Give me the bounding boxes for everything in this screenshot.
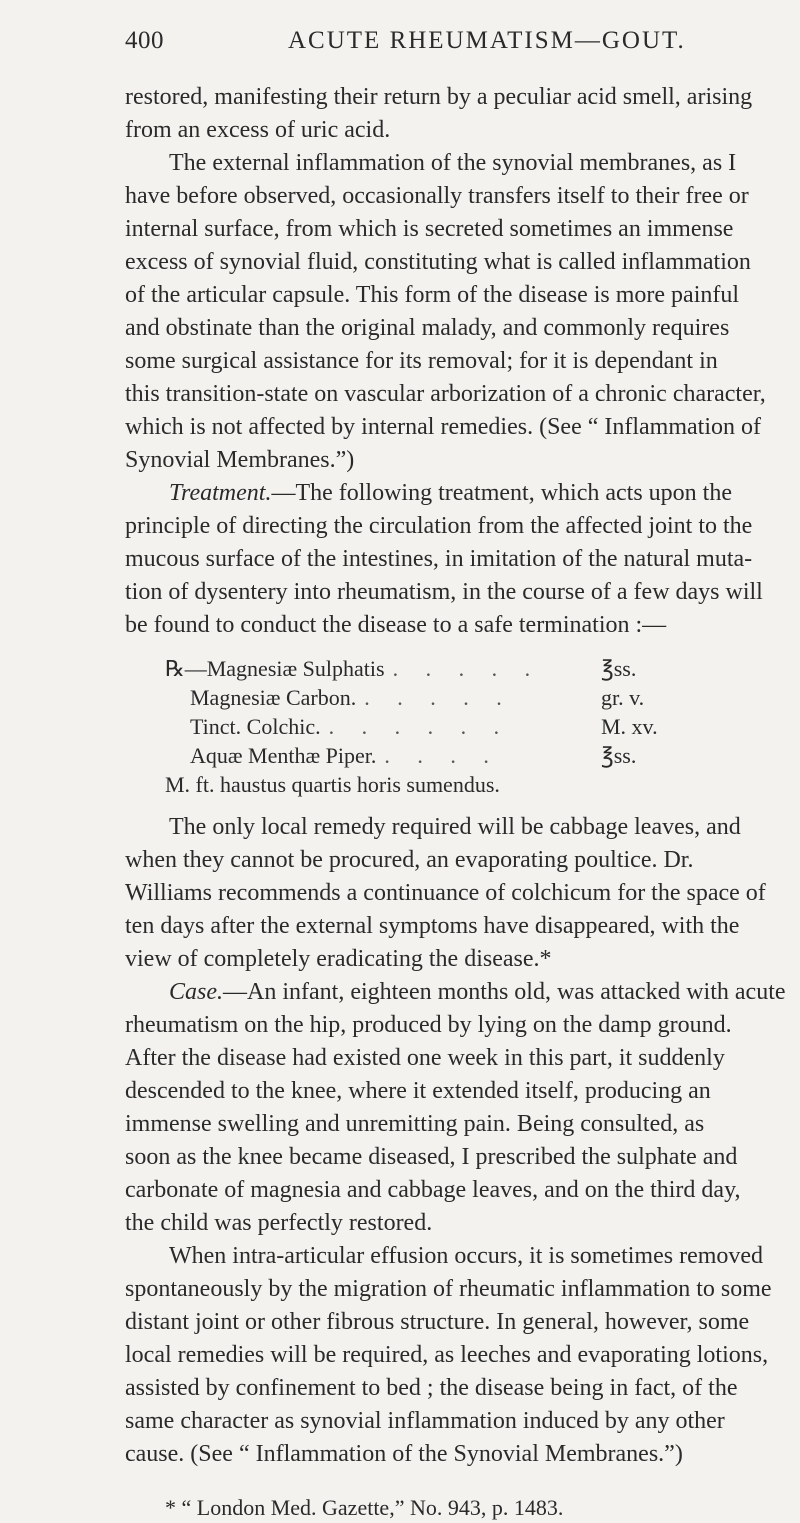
text-line: of the articular capsule. This form of the disease is more painful — [125, 282, 740, 308]
paragraph-effusion — [125, 1240, 772, 1471]
prescription-item — [125, 683, 685, 712]
text-line: soon as the knee became diseased, I prescribed the sulphate and — [125, 1144, 738, 1170]
prescription — [125, 654, 685, 799]
leader-dots: . . . . . — [392, 656, 542, 681]
text-line: be found to conduct the disease to a safe termination :— — [125, 612, 667, 638]
text-line: have before observed, occasionally transfers itself to their free or — [125, 183, 749, 209]
paragraph-local-remedy — [125, 811, 766, 976]
footnote: * “ London Med. Gazette,” No. 943, p. 1483. — [165, 1495, 564, 1520]
leader-dots: . . . . . . — [328, 714, 511, 739]
drug-dose: M. xv. — [601, 714, 658, 739]
text-line: this transition-state on vascular arborization of a chronic character, — [125, 381, 766, 407]
text-line — [125, 976, 786, 1009]
text-line: rheumatism on the hip, produced by lying on the damp ground. — [125, 1012, 732, 1038]
drug-dose: ℥ss. — [601, 656, 637, 681]
text-line: local remedies will be required, as leeches and evaporating lotions, — [125, 1342, 769, 1368]
text-line: The only local remedy required will be cabbage leaves, and — [169, 814, 741, 840]
text-line: tion of dysentery into rheumatism, in the course of a few days will — [125, 579, 763, 605]
prescription-directions: M. ft. haustus quartis horis sumendus. — [165, 772, 500, 797]
text-line: After the disease had existed one week in this part, it suddenly — [125, 1045, 725, 1071]
text-line: internal surface, from which is secreted sometimes an immense — [125, 216, 734, 242]
paragraph-case — [125, 976, 786, 1240]
paragraph-synovial — [125, 147, 766, 477]
text-line: assisted by confinement to bed ; the disease being in fact, of the — [125, 1375, 738, 1401]
text-line: and obstinate than the original malady, and commonly requires — [125, 315, 730, 341]
text-line: which is not affected by internal remedies. (See “ Inflammation of — [125, 414, 761, 440]
text-line: carbonate of magnesia and cabbage leaves, and on the third day, — [125, 1177, 741, 1203]
text-line: descended to the knee, where it extended itself, producing an — [125, 1078, 711, 1104]
text-line: view of completely eradicating the disease.* — [125, 946, 552, 972]
text-line: Williams recommends a continuance of colchicum for the space of — [125, 880, 766, 906]
prescription-item — [125, 741, 685, 770]
text-line: When intra-articular effusion occurs, it is sometimes removed — [169, 1243, 764, 1269]
prescription-item — [125, 712, 685, 741]
drug-dose: gr. v. — [601, 685, 645, 710]
running-title: ACUTE RHEUMATISM—GOUT. — [288, 27, 686, 54]
leader-dots: . . . . — [384, 743, 500, 768]
text-line: The external inflammation of the synovial membranes, as I — [169, 150, 737, 176]
drug-name: Aquæ Menthæ Piper. — [190, 743, 377, 768]
text-line: some surgical assistance for its removal; for it is dependant in — [125, 348, 718, 374]
text-line: when they cannot be procured, an evaporating poultice. Dr. — [125, 847, 694, 873]
section-lead-treatment: Treatment. — [169, 480, 272, 506]
text-line: same character as synovial inflammation induced by any other — [125, 1408, 725, 1434]
paragraph-continuation — [125, 81, 753, 147]
text-run: —An infant, eighteen months old, was attacked with acute — [223, 979, 786, 1005]
prescription-item — [125, 654, 685, 683]
page-number: 400 — [125, 27, 164, 54]
text-line: restored, manifesting their return by a peculiar acid smell, arising — [125, 84, 753, 110]
text-line: cause. (See “ Inflammation of the Synovial Membranes.”) — [125, 1441, 683, 1467]
text-line: excess of synovial fluid, constituting what is called inflammation — [125, 249, 751, 275]
text-line: principle of directing the circulation from the affected joint to the — [125, 513, 753, 539]
section-lead-case: Case. — [169, 979, 223, 1005]
drug-name: ℞—Magnesiæ Sulphatis — [165, 656, 385, 681]
text-line: spontaneously by the migration of rheumatic inflammation to some — [125, 1276, 772, 1302]
text-line: distant joint or other fibrous structure. In general, however, some — [125, 1309, 750, 1335]
text-line: ten days after the external symptoms have disappeared, with the — [125, 913, 740, 939]
drug-name: Tinct. Colchic. — [190, 714, 321, 739]
text-line: immense swelling and unremitting pain. Being consulted, as — [125, 1111, 705, 1137]
page-body — [125, 81, 786, 1523]
paragraph-treatment — [125, 477, 763, 642]
text-line: Synovial Membranes.”) — [125, 447, 355, 473]
text-line: mucous surface of the intestines, in imitation of the natural muta- — [125, 546, 753, 572]
text-line: the child was perfectly restored. — [125, 1210, 433, 1236]
drug-dose: ℥ss. — [601, 743, 637, 768]
text-line: from an excess of uric acid. — [125, 117, 391, 143]
text-line — [125, 477, 732, 510]
text-run: —The following treatment, which acts upon the — [271, 480, 732, 506]
drug-name: Magnesiæ Carbon. — [190, 685, 357, 710]
leader-dots: . . . . . — [364, 685, 513, 710]
